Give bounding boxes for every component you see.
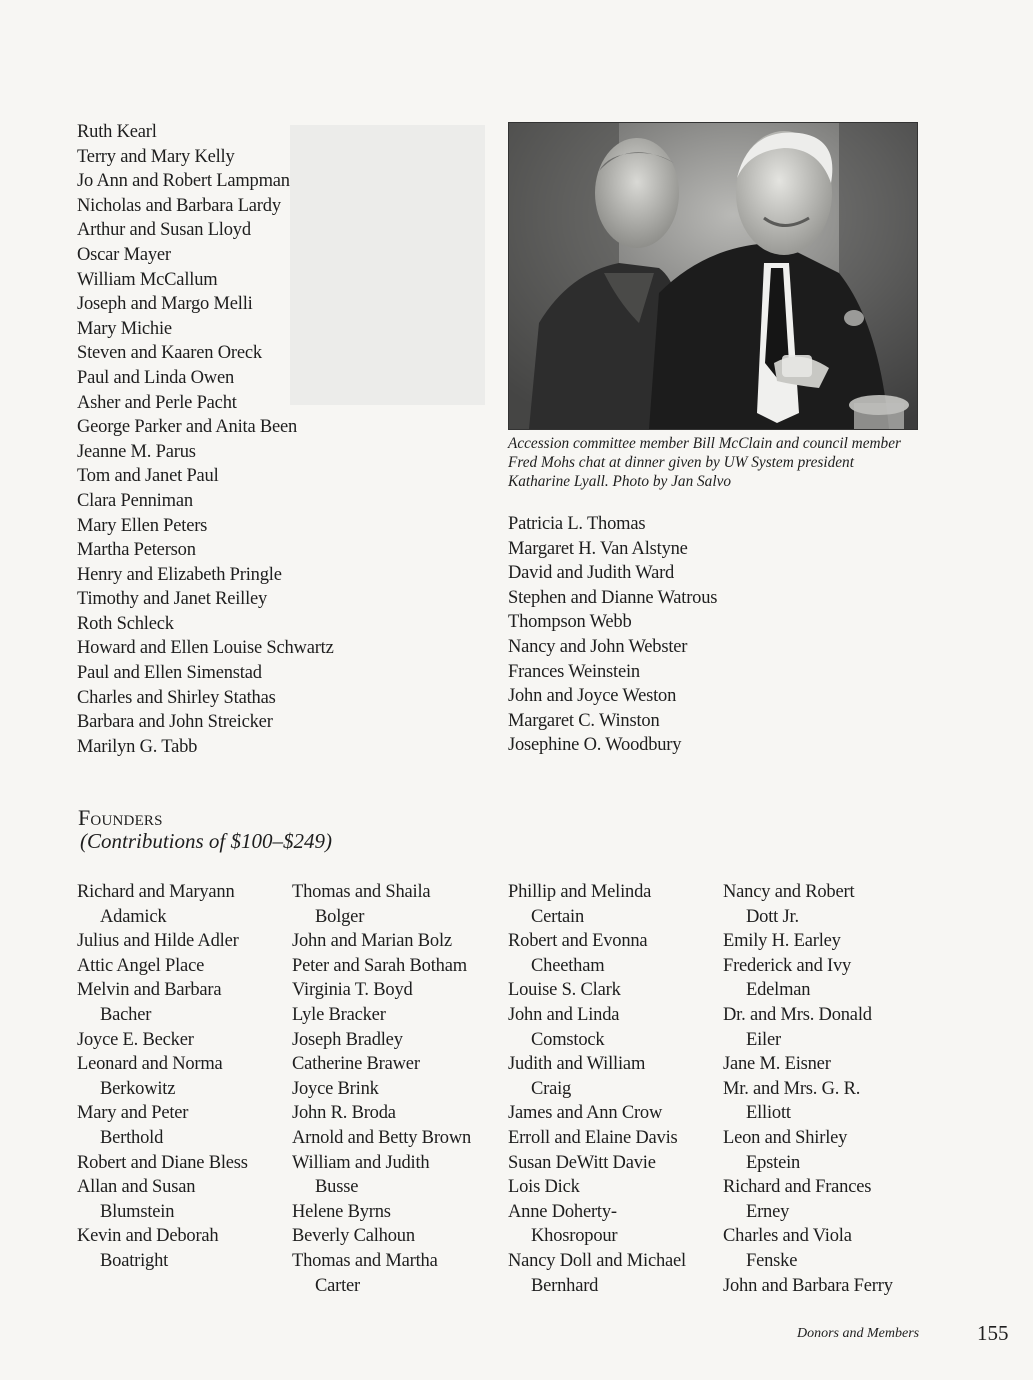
founder-entry [508, 1249, 686, 1298]
section-title-founders: Founders [78, 805, 163, 830]
founder-name-continued: Busse [315, 1177, 359, 1198]
founder-name: Peter and Sarah Botham [292, 955, 467, 976]
founder-name-continued: Fenske [746, 1250, 798, 1271]
donor-name: Stephen and Dianne Watrous [508, 587, 718, 608]
founder-entry [77, 880, 248, 929]
donor-name: Oscar Mayer [77, 244, 171, 265]
founder-entry [723, 1126, 893, 1175]
donor-name: Jo Ann and Robert Lampman [77, 171, 290, 192]
donor-name: Nancy and John Webster [508, 636, 688, 657]
founder-entry [723, 1052, 893, 1077]
founder-entry [723, 880, 893, 929]
founder-name: Dr. and Mrs. Donald [723, 1004, 872, 1025]
founder-entry [77, 954, 248, 979]
donor-name: Mary Ellen Peters [77, 515, 208, 536]
founder-entry [723, 1003, 893, 1052]
founder-entry [292, 1077, 471, 1102]
donor-name: Josephine O. Woodbury [508, 735, 682, 756]
founder-name: Mr. and Mrs. G. R. [723, 1078, 861, 1099]
founder-name: Anne Doherty- [508, 1201, 617, 1222]
founders-column-1 [77, 880, 248, 1274]
founder-entry [508, 1126, 686, 1151]
donor-name: Margaret C. Winston [508, 710, 660, 731]
founder-name-continued: Khosropour [531, 1226, 618, 1247]
donor-name: Patricia L. Thomas [508, 514, 646, 534]
founder-name: Emily H. Earley [723, 931, 841, 952]
founder-name-continued: Bernhard [531, 1275, 599, 1296]
section-subtitle-contributions: (Contributions of $100–$249) [80, 829, 333, 853]
donor-name: Timothy and Janet Reilley [77, 589, 268, 610]
founder-entry [723, 1175, 893, 1224]
founder-name-continued: Edelman [746, 980, 811, 1001]
founder-name: Robert and Evonna [508, 931, 648, 952]
founder-name: Frederick and Ivy [723, 955, 852, 976]
donor-name: Thompson Webb [508, 612, 632, 633]
donor-name: Nicholas and Barbara Lardy [77, 195, 281, 216]
founder-name: Susan DeWitt Davie [508, 1152, 656, 1173]
founder-name: Richard and Maryann [77, 882, 235, 902]
donor-name: Martha Peterson [77, 540, 196, 561]
donor-name: Terry and Mary Kelly [77, 146, 235, 167]
donor-name: Frances Weinstein [508, 661, 640, 682]
founder-entry [292, 1224, 471, 1249]
founder-name-continued: Boatright [100, 1250, 169, 1271]
founder-entry [77, 1224, 248, 1273]
founder-entry [508, 1052, 686, 1101]
founder-entry [292, 978, 471, 1003]
donor-name: George Parker and Anita Been [77, 417, 298, 438]
founder-name-continued: Comstock [531, 1029, 605, 1050]
founder-name: Kevin and Deborah [77, 1226, 219, 1247]
donor-name: Paul and Linda Owen [77, 367, 235, 388]
founder-name-continued: Cheetham [531, 955, 605, 976]
founder-name: Leonard and Norma [77, 1054, 223, 1075]
founder-name: Nancy Doll and Michael [508, 1250, 686, 1271]
founder-entry [292, 1151, 471, 1200]
donor-name: Charles and Shirley Stathas [77, 687, 276, 708]
founder-entry [723, 954, 893, 1003]
founder-entry [508, 929, 686, 978]
founder-name-continued: Epstein [746, 1152, 801, 1173]
founder-entry [292, 1101, 471, 1126]
founder-entry [292, 1126, 471, 1151]
donor-name: Steven and Kaaren Oreck [77, 343, 262, 364]
donor-name: Ruth Kearl [77, 122, 157, 142]
founder-name: Lois Dick [508, 1177, 580, 1198]
founder-name: John and Barbara Ferry [723, 1275, 893, 1296]
founder-name: Lyle Bracker [292, 1004, 386, 1025]
founder-name: Nancy and Robert [723, 882, 855, 902]
donor-name: Margaret H. Van Alstyne [508, 538, 688, 559]
founder-name: Jane M. Eisner [723, 1054, 831, 1075]
donor-name: Howard and Ellen Louise Schwartz [77, 638, 334, 659]
founder-entry [292, 1052, 471, 1077]
donor-list-continued [77, 120, 334, 759]
founder-name-continued: Eiler [746, 1029, 781, 1050]
donor-name: Barbara and John Streicker [77, 712, 273, 733]
event-photo [508, 122, 918, 430]
donor-name: John and Joyce Weston [508, 686, 677, 707]
founder-name: Virginia T. Boyd [292, 980, 413, 1001]
founder-name: James and Ann Crow [508, 1103, 663, 1124]
founders-column-4 [723, 880, 893, 1298]
founder-entry [292, 954, 471, 979]
founder-name: Melvin and Barbara [77, 980, 222, 1001]
founder-entry [723, 1077, 893, 1126]
founder-name: Arnold and Betty Brown [292, 1127, 472, 1148]
founder-name: Catherine Brawer [292, 1054, 420, 1075]
photo-illustration [509, 123, 917, 429]
founder-name-continued: Elliott [746, 1103, 791, 1124]
donor-name: Joseph and Margo Melli [77, 294, 253, 315]
founder-name-continued: Certain [531, 906, 585, 927]
donor-name: Marilyn G. Tabb [77, 736, 198, 757]
founder-entry [77, 978, 248, 1027]
founder-entry [508, 1175, 686, 1200]
donor-name: Roth Schleck [77, 613, 174, 634]
founder-entry [77, 1175, 248, 1224]
founder-name: Robert and Diane Bless [77, 1152, 248, 1173]
founder-name: Joseph Bradley [292, 1029, 403, 1050]
founder-entry [77, 1052, 248, 1101]
founder-entry [292, 1003, 471, 1028]
founder-entry [508, 978, 686, 1003]
founder-name: Leon and Shirley [723, 1127, 848, 1148]
photo-caption: Accession committee member Bill McClain and council member Fred Mohs chat at dinner given by UW System president Katharine Lyall. Photo by Jan Salvo [508, 435, 901, 490]
founder-entry [723, 929, 893, 954]
donor-name: Jeanne M. Parus [77, 441, 196, 462]
founder-name: Erroll and Elaine Davis [508, 1127, 678, 1148]
donor-name: William McCallum [77, 269, 218, 290]
founder-entry [292, 1028, 471, 1053]
donor-name: Mary Michie [77, 318, 172, 339]
donor-list-continued-right [508, 512, 717, 758]
founders-column-2 [292, 880, 471, 1298]
founder-name: Beverly Calhoun [292, 1226, 415, 1247]
founder-name-continued: Bacher [100, 1004, 152, 1025]
founder-entry [292, 1249, 471, 1298]
founder-name-continued: Berthold [100, 1127, 164, 1148]
donor-name: Tom and Janet Paul [77, 466, 219, 487]
founder-name-continued: Adamick [100, 906, 167, 927]
founder-name-continued: Craig [531, 1078, 572, 1099]
founder-name: Thomas and Shaila [292, 882, 431, 902]
founder-name: Judith and William [508, 1054, 646, 1075]
founder-entry [508, 1003, 686, 1052]
donor-name: Henry and Elizabeth Pringle [77, 564, 282, 585]
donor-name: David and Judith Ward [508, 563, 675, 584]
founder-entry [292, 929, 471, 954]
founder-name: Attic Angel Place [77, 955, 205, 976]
founder-name: Phillip and Melinda [508, 882, 652, 902]
page-number: 155 [977, 1321, 1009, 1345]
founder-entry [292, 880, 471, 929]
founder-entry [77, 1028, 248, 1053]
donor-name: Asher and Perle Pacht [77, 392, 237, 413]
founder-name-continued: Berkowitz [100, 1078, 176, 1099]
donor-name: Clara Penniman [77, 490, 193, 511]
founder-name: Mary and Peter [77, 1103, 189, 1124]
donor-name: Paul and Ellen Simenstad [77, 663, 262, 684]
founders-column-3 [508, 880, 686, 1298]
founder-name: William and Judith [292, 1152, 430, 1173]
running-footer: Donors and Members [797, 1326, 920, 1341]
founder-name: Joyce Brink [292, 1078, 379, 1099]
founder-entry [508, 1101, 686, 1126]
founder-entry [77, 1101, 248, 1150]
founder-name: Allan and Susan [77, 1177, 196, 1198]
founder-entry [77, 1151, 248, 1176]
founder-name: Louise S. Clark [508, 980, 621, 1001]
founder-entry [723, 1224, 893, 1273]
founder-name-continued: Erney [746, 1201, 790, 1222]
founder-name: John and Linda [508, 1004, 620, 1025]
founder-name: John R. Broda [292, 1103, 396, 1124]
founder-entry [77, 929, 248, 954]
founder-entry [723, 1274, 893, 1299]
founder-name: Joyce E. Becker [77, 1029, 194, 1050]
founder-name: Richard and Frances [723, 1177, 872, 1198]
founder-entry [292, 1200, 471, 1225]
founder-name-continued: Carter [315, 1275, 361, 1296]
founder-name-continued: Bolger [315, 906, 365, 927]
founder-entry [508, 880, 686, 929]
founder-name-continued: Blumstein [100, 1201, 175, 1222]
founder-entry [508, 1151, 686, 1176]
founder-name: Helene Byrns [292, 1201, 391, 1222]
donor-name: Arthur and Susan Lloyd [77, 220, 251, 241]
founder-name: Thomas and Martha [292, 1250, 438, 1271]
founder-name: Julius and Hilde Adler [77, 931, 239, 952]
founder-name: Charles and Viola [723, 1226, 852, 1247]
founder-name-continued: Dott Jr. [746, 906, 799, 927]
founder-entry [508, 1200, 686, 1249]
founder-name: John and Marian Bolz [292, 931, 452, 952]
